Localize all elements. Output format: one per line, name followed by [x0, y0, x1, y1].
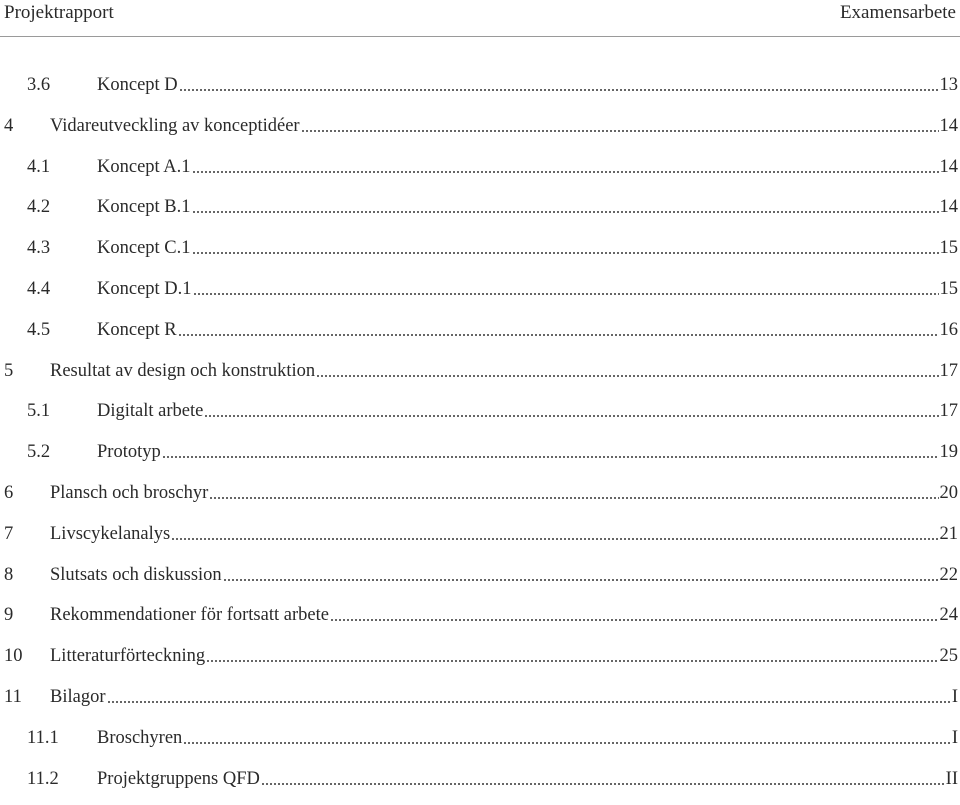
toc-entry-page-number: 16 — [939, 319, 958, 340]
toc-entry-line — [4, 357, 958, 385]
toc-entry-title: Vidareutveckling av konceptidéer — [50, 115, 300, 136]
toc-entry-title: Slutsats och diskussion — [50, 564, 222, 585]
toc-entry[interactable] — [0, 71, 960, 112]
toc-entry-line — [4, 642, 958, 670]
toc-entry-title: Koncept D — [97, 75, 178, 95]
toc-entry-title: Rekommendationer för fortsatt arbete — [50, 605, 329, 626]
toc-dot-leader — [162, 455, 939, 459]
toc-entry-page-number: 14 — [939, 115, 958, 136]
toc-entry-line — [27, 438, 958, 466]
toc-entry-page-number: 14 — [939, 197, 958, 218]
toc-entry-title: Koncept B.1 — [97, 197, 191, 218]
toc-entry-number: 11 — [4, 686, 22, 707]
toc-entry-page-number: 22 — [939, 564, 958, 585]
toc-dot-leader — [107, 700, 951, 704]
toc-entry-title: Livscykelanalys — [50, 523, 171, 544]
toc-dot-leader — [192, 170, 939, 174]
toc-entry-number: 4.5 — [27, 319, 51, 340]
toc-entry-line — [4, 561, 958, 589]
page-header — [0, 0, 960, 40]
toc-dot-leader — [183, 741, 951, 745]
toc-dot-leader — [171, 537, 938, 541]
toc-entry-title: Resultat av design och konstruktion — [50, 360, 316, 381]
toc-entry-page-number: I — [951, 686, 958, 707]
toc-entry-line — [27, 234, 958, 262]
toc-entry-number: 11.2 — [27, 768, 59, 789]
table-of-contents — [0, 71, 960, 805]
header-divider — [0, 36, 960, 37]
toc-entry[interactable] — [0, 357, 960, 398]
toc-entry-page-number: 19 — [939, 442, 958, 463]
toc-entry[interactable] — [0, 275, 960, 316]
toc-dot-leader — [192, 251, 939, 255]
toc-entry-page-number: 15 — [939, 278, 958, 299]
toc-entry-line — [27, 275, 958, 303]
toc-entry-line — [27, 316, 958, 344]
toc-entry-title: Koncept A.1 — [97, 156, 191, 177]
toc-entry-line — [27, 71, 958, 99]
toc-entry-title: Prototyp — [97, 442, 161, 463]
toc-entry-page-number: 25 — [939, 646, 958, 667]
toc-entry-page-number: 14 — [939, 156, 958, 177]
toc-dot-leader — [330, 618, 939, 622]
toc-entry[interactable] — [0, 724, 960, 765]
toc-entry-number: 5.2 — [27, 442, 51, 463]
toc-entry-title: Bilagor — [50, 686, 106, 707]
toc-entry-title: Koncept R — [97, 319, 177, 340]
toc-entry-number: 4.1 — [27, 156, 51, 177]
toc-dot-leader — [193, 292, 939, 296]
toc-entry[interactable] — [0, 601, 960, 642]
toc-dot-leader — [192, 210, 939, 214]
toc-entry[interactable] — [0, 234, 960, 275]
toc-dot-leader — [206, 659, 938, 663]
toc-entry-number: 6 — [4, 482, 14, 503]
toc-entry-title: Plansch och broschyr — [50, 482, 209, 503]
toc-dot-leader — [223, 578, 939, 582]
toc-entry[interactable] — [0, 642, 960, 683]
toc-entry[interactable] — [0, 193, 960, 234]
toc-entry-line — [4, 479, 958, 507]
toc-dot-leader — [178, 333, 939, 337]
toc-entry[interactable] — [0, 561, 960, 602]
toc-dot-leader — [261, 782, 945, 786]
toc-entry-number: 8 — [4, 564, 14, 585]
header-right-title: Examensarbete — [839, 2, 956, 23]
toc-entry-title: Koncept D.1 — [97, 278, 192, 299]
toc-entry-page-number: I — [951, 727, 958, 748]
toc-entry-page-number: 13 — [939, 75, 958, 95]
toc-dot-leader — [204, 414, 938, 418]
toc-dot-leader — [316, 374, 938, 378]
toc-entry-title: Litteraturförteckning — [50, 646, 206, 667]
toc-dot-leader — [209, 496, 938, 500]
toc-entry-page-number: II — [945, 768, 958, 789]
toc-entry-page-number: 17 — [939, 360, 958, 381]
toc-entry-number: 10 — [4, 646, 23, 667]
toc-entry-line — [27, 397, 958, 425]
toc-entry-line — [4, 683, 958, 711]
toc-entry-line — [27, 193, 958, 221]
toc-entry-title: Broschyren — [97, 727, 183, 748]
toc-entry[interactable] — [0, 479, 960, 520]
toc-entry-number: 9 — [4, 605, 14, 626]
toc-dot-leader — [301, 129, 939, 133]
toc-entry[interactable] — [0, 316, 960, 357]
toc-entry-number: 7 — [4, 523, 14, 544]
toc-entry-line — [4, 112, 958, 140]
header-left-title: Projektrapport — [4, 2, 114, 23]
toc-entry-page-number: 20 — [939, 482, 958, 503]
toc-entry[interactable] — [0, 438, 960, 479]
toc-entry-number: 4 — [4, 115, 14, 136]
toc-entry-number: 4.4 — [27, 278, 51, 299]
toc-entry-page-number: 15 — [939, 238, 958, 259]
toc-entry-page-number: 17 — [939, 401, 958, 422]
toc-entry-title: Koncept C.1 — [97, 238, 191, 259]
toc-entry-number: 4.2 — [27, 197, 51, 218]
toc-entry[interactable] — [0, 397, 960, 438]
toc-entry-number: 5 — [4, 360, 14, 381]
toc-entry-title: Digitalt arbete — [97, 401, 204, 422]
toc-entry[interactable] — [0, 765, 960, 805]
toc-entry[interactable] — [0, 153, 960, 194]
toc-entry-title: Projektgruppens QFD — [97, 768, 260, 789]
toc-entry-number: 3.6 — [27, 75, 51, 95]
toc-entry-line — [27, 724, 958, 752]
toc-entry-number: 4.3 — [27, 238, 51, 259]
toc-entry-line — [27, 765, 958, 793]
toc-entry-number: 5.1 — [27, 401, 51, 422]
toc-entry-line — [4, 601, 958, 629]
toc-dot-leader — [179, 88, 939, 92]
toc-entry[interactable] — [0, 683, 960, 724]
toc-entry-number: 11.1 — [27, 727, 59, 748]
toc-entry-page-number: 21 — [939, 523, 958, 544]
toc-entry-line — [4, 520, 958, 548]
toc-entry[interactable] — [0, 520, 960, 561]
toc-entry-line — [27, 153, 958, 181]
toc-entry-page-number: 24 — [939, 605, 958, 626]
toc-entry[interactable] — [0, 112, 960, 153]
